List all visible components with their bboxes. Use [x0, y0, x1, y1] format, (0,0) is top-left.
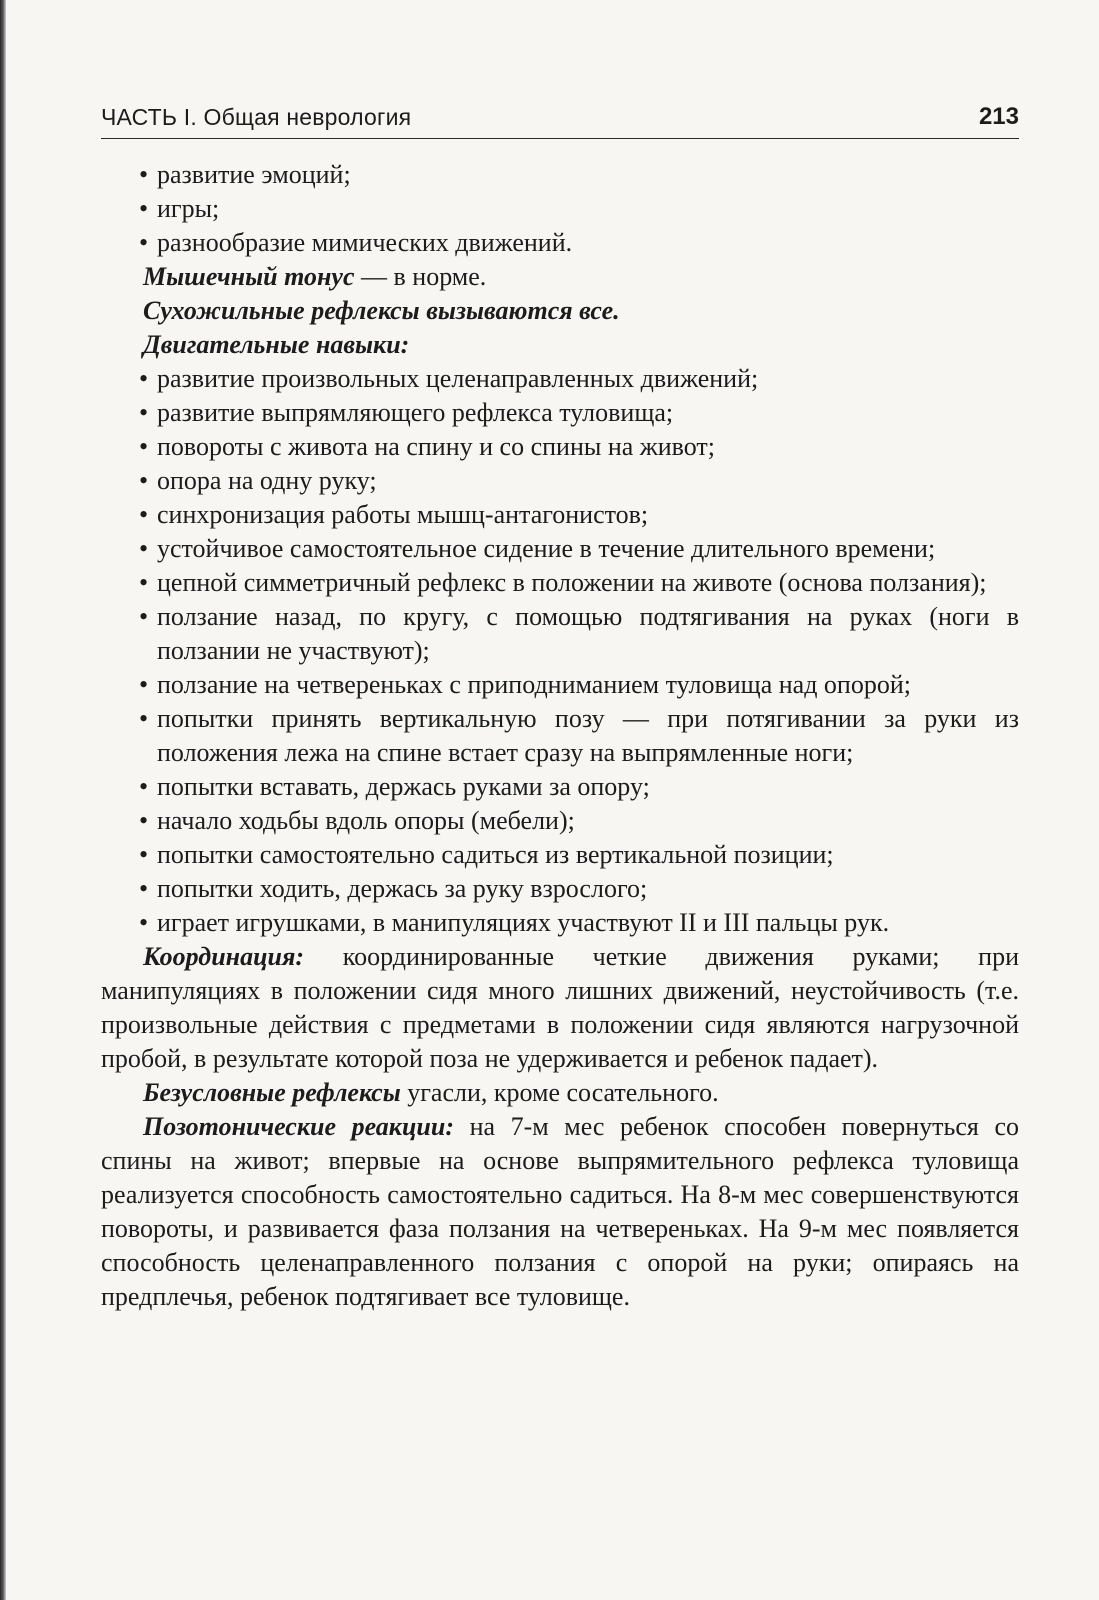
list-item: • повороты с живота на спину и со спины на живот;: [101, 430, 1019, 464]
list-item: • разнообразие мимических движений.: [101, 226, 1019, 260]
list-item: • развитие эмоций;: [101, 158, 1019, 192]
postural-reactions-term: Позотонические реакции:: [143, 1112, 455, 1141]
coordination-term: Координация:: [143, 942, 305, 971]
list-item: • игры;: [101, 192, 1019, 226]
page-body: [101, 158, 1019, 1314]
muscle-tone-line: [101, 260, 1019, 294]
list-item: • начало ходьбы вдоль опоры (мебели);: [101, 804, 1019, 838]
page-binding-edge: [0, 0, 6, 1600]
list-item: • развитие произвольных целенаправленных движений;: [101, 362, 1019, 396]
tendon-reflexes-line: Сухожильные рефлексы вызываются все.: [143, 296, 620, 325]
list-item: • устойчивое самостоятельное сидение в течение длительного времени;: [101, 532, 1019, 566]
motor-skills-heading: Двигательные навыки:: [143, 330, 410, 359]
list-item: • попытки вставать, держась руками за опору;: [101, 770, 1019, 804]
list-item: • играет игрушками, в манипуляциях участвуют II и III пальцы рук.: [101, 906, 1019, 940]
list-item: • ползание на четвереньках с приподниманием туловища над опорой;: [101, 668, 1019, 702]
unconditioned-reflexes-term: Безусловные рефлексы: [143, 1078, 401, 1107]
list-item: • синхронизация работы мышц-антагонистов;: [101, 498, 1019, 532]
coordination-paragraph: [101, 940, 1019, 1076]
list-item: • попытки принять вертикальную позу — при потягивании за руки из положения лежа на спине встает сразу на выпрямленные ноги;: [101, 702, 1019, 770]
muscle-tone-text: — в норме.: [354, 262, 487, 291]
postural-reactions-text: на 7-м мес ребенок способен повернуться со спины на живот; впервые на основе выпрямительного рефлекса туловища реализуется способность самостоятельно садиться. На 8-м мес совершенствуются повороты, и развивается фаза ползания на четвереньках. На 9-м мес появляется способность целенаправленного ползания с опорой на руки; опираясь на предплечья, ребенок подтягивает все туловище.: [101, 1112, 1019, 1311]
running-head: ЧАСТЬ I. Общая неврология: [101, 104, 412, 130]
list-item: • попытки самостоятельно садиться из вертикальной позиции;: [101, 838, 1019, 872]
page-header: [101, 102, 1019, 139]
list-item: • развитие выпрямляющего рефлекса туловища;: [101, 396, 1019, 430]
page-number: 213: [978, 103, 1019, 130]
list-item: • ползание назад, по кругу, с помощью подтягивания на руках (ноги в ползании не участвуют);: [101, 600, 1019, 668]
muscle-tone-term: Мышечный тонус: [143, 262, 355, 291]
postural-reactions-paragraph: [101, 1110, 1019, 1314]
motor-skills-list: [101, 362, 1019, 940]
coordination-text: координированные четкие движения руками; при манипуляциях в положении сидя много лишних движений, неустойчивость (т.е. произвольные действия с предметами в положении сидя являются нагрузочной пробой, в результате которой поза не удерживается и ребенок падает).: [101, 942, 1019, 1073]
emotional-development-list: [101, 158, 1019, 260]
list-item: • цепной симметричный рефлекс в положении на животе (основа ползания);: [101, 566, 1019, 600]
list-item: • попытки ходить, держась за руку взрослого;: [101, 872, 1019, 906]
unconditioned-reflexes-paragraph: [101, 1076, 1019, 1110]
list-item: • опора на одну руку;: [101, 464, 1019, 498]
unconditioned-reflexes-text: угасли, кроме сосательного.: [400, 1078, 719, 1107]
